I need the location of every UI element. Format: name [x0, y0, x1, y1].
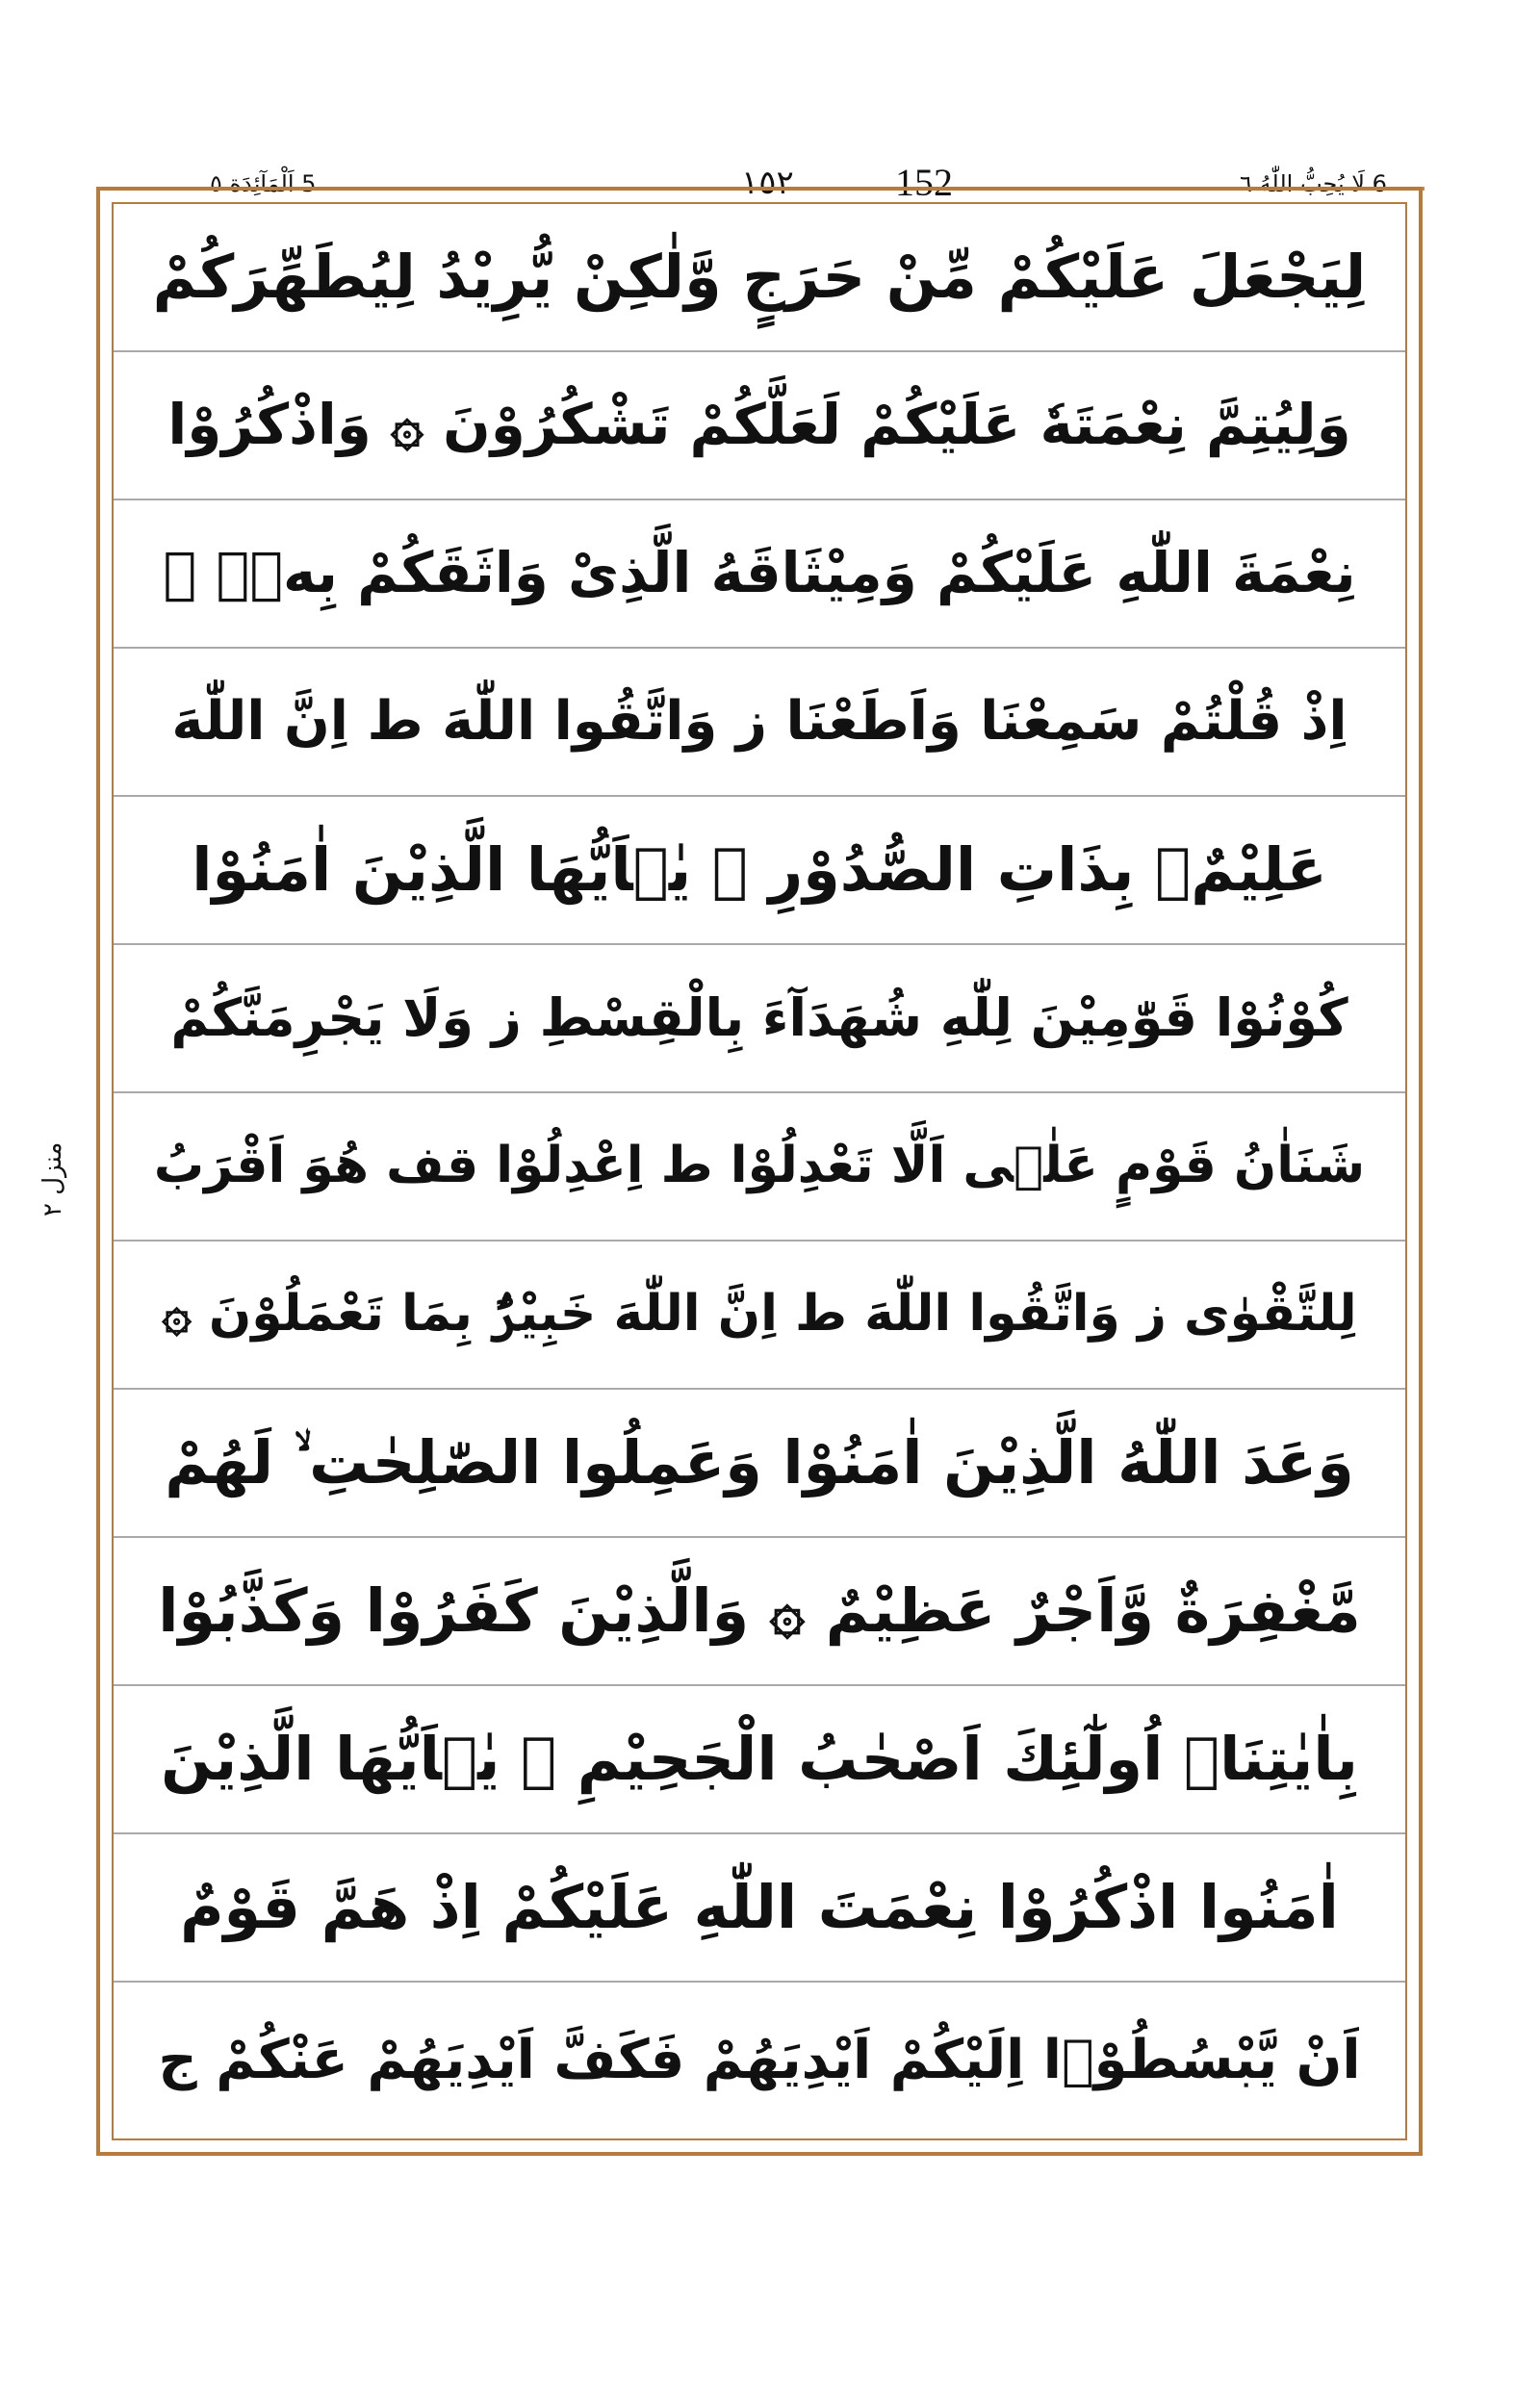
- verse-line-12: [114, 1834, 1405, 1983]
- verse-line-11: [114, 1686, 1405, 1834]
- verse-line-8: [114, 1242, 1405, 1390]
- verse-text: اَنْ يَّبْسُطُوْۤا اِلَيْكُمْ اَيْدِيَهُمْ فَكَفَّ اَيْدِيَهُمْ عَنْكُمْ ج: [158, 2028, 1361, 2091]
- verse-line-5: [114, 797, 1405, 945]
- verse-text: مَّغْفِرَةٌ وَّاَجْرٌ عَظِيْمٌ ۞ وَالَّذِيْنَ كَفَرُوْا وَكَذَّبُوْا: [158, 1575, 1361, 1646]
- verse-line-6: [114, 945, 1405, 1093]
- page-number: 152: [886, 158, 962, 208]
- verse-text: لِلتَّقْوٰى ز وَاتَّقُوا اللّٰهَ ط اِنَّ اللّٰهَ خَبِيْرٌۢ بِمَا تَعْمَلُوْنَ ۞: [162, 1285, 1357, 1344]
- juz-name-right: 6 لَا يُحِبُّ اللّٰهُ ٦: [1232, 162, 1395, 206]
- page-frame: [96, 187, 1423, 2156]
- verse-line-1: [114, 204, 1405, 352]
- verse-lines: [114, 204, 1405, 2138]
- verse-text: شَنَاٰنُ قَوْمٍ عَلٰۤى اَلَّا تَعْدِلُوْا ط اِعْدِلُوْا قف هُوَ اَقْرَبُ: [153, 1137, 1366, 1195]
- verse-line-9: [114, 1390, 1405, 1538]
- verse-line-2: [114, 352, 1405, 500]
- manzil-label: منزل ٢: [38, 1141, 67, 1216]
- verse-text: بِاٰيٰتِنَاۤ اُولٰٓئِكَ اَصْحٰبُ الْجَحِيْمِ ۞ يٰۤاَيُّهَا الَّذِيْنَ: [161, 1723, 1358, 1794]
- verse-line-7: [114, 1093, 1405, 1242]
- verse-text: نِعْمَةَ اللّٰهِ عَلَيْكُمْ وَمِيْثَاقَهُ الَّذِىْ وَاثَقَكُمْ بِهٖۤ ۙ: [163, 540, 1356, 606]
- verse-text: لِيَجْعَلَ عَلَيْكُمْ مِّنْ حَرَجٍ وَّلٰكِنْ يُّرِيْدُ لِيُطَهِّرَكُمْ: [152, 241, 1367, 312]
- surah-name-left: 5 اَلْمَآئِدَة ٥: [202, 162, 323, 206]
- verse-text: وَلِيُتِمَّ نِعْمَتَهٗ عَلَيْكُمْ لَعَلَّكُمْ تَشْكُرُوْنَ ۞ وَاذْكُرُوْا: [167, 392, 1351, 458]
- verse-line-13: [114, 1983, 1405, 2138]
- verse-text: اٰمَنُوا اذْكُرُوْا نِعْمَتَ اللّٰهِ عَلَيْكُمْ اِذْ هَمَّ قَوْمٌ: [180, 1871, 1339, 1942]
- verse-text: عَلِيْمٌۢ بِذَاتِ الصُّدُوْرِ ۞ يٰۤاَيُّهَا الَّذِيْنَ اٰمَنُوْا: [192, 833, 1327, 905]
- verse-line-4: [114, 649, 1405, 797]
- verse-line-3: [114, 500, 1405, 649]
- verse-text: وَعَدَ اللّٰهُ الَّذِيْنَ اٰمَنُوْا وَعَمِلُوا الصّٰلِحٰتِ ۙ لَهُمْ: [165, 1426, 1354, 1498]
- page-frame-inner: [112, 202, 1407, 2140]
- page-number-arabic: ١٥٢: [732, 158, 804, 208]
- verse-line-10: [114, 1538, 1405, 1686]
- verse-text: كُوْنُوْا قَوّٰمِيْنَ لِلّٰهِ شُهَدَآءَ بِالْقِسْطِ ز وَلَا يَجْرِمَنَّكُمْ: [170, 986, 1348, 1048]
- verse-text: اِذْ قُلْتُمْ سَمِعْنَا وَاَطَعْنَا ز وَاتَّقُوا اللّٰهَ ط اِنَّ اللّٰهَ: [171, 689, 1348, 753]
